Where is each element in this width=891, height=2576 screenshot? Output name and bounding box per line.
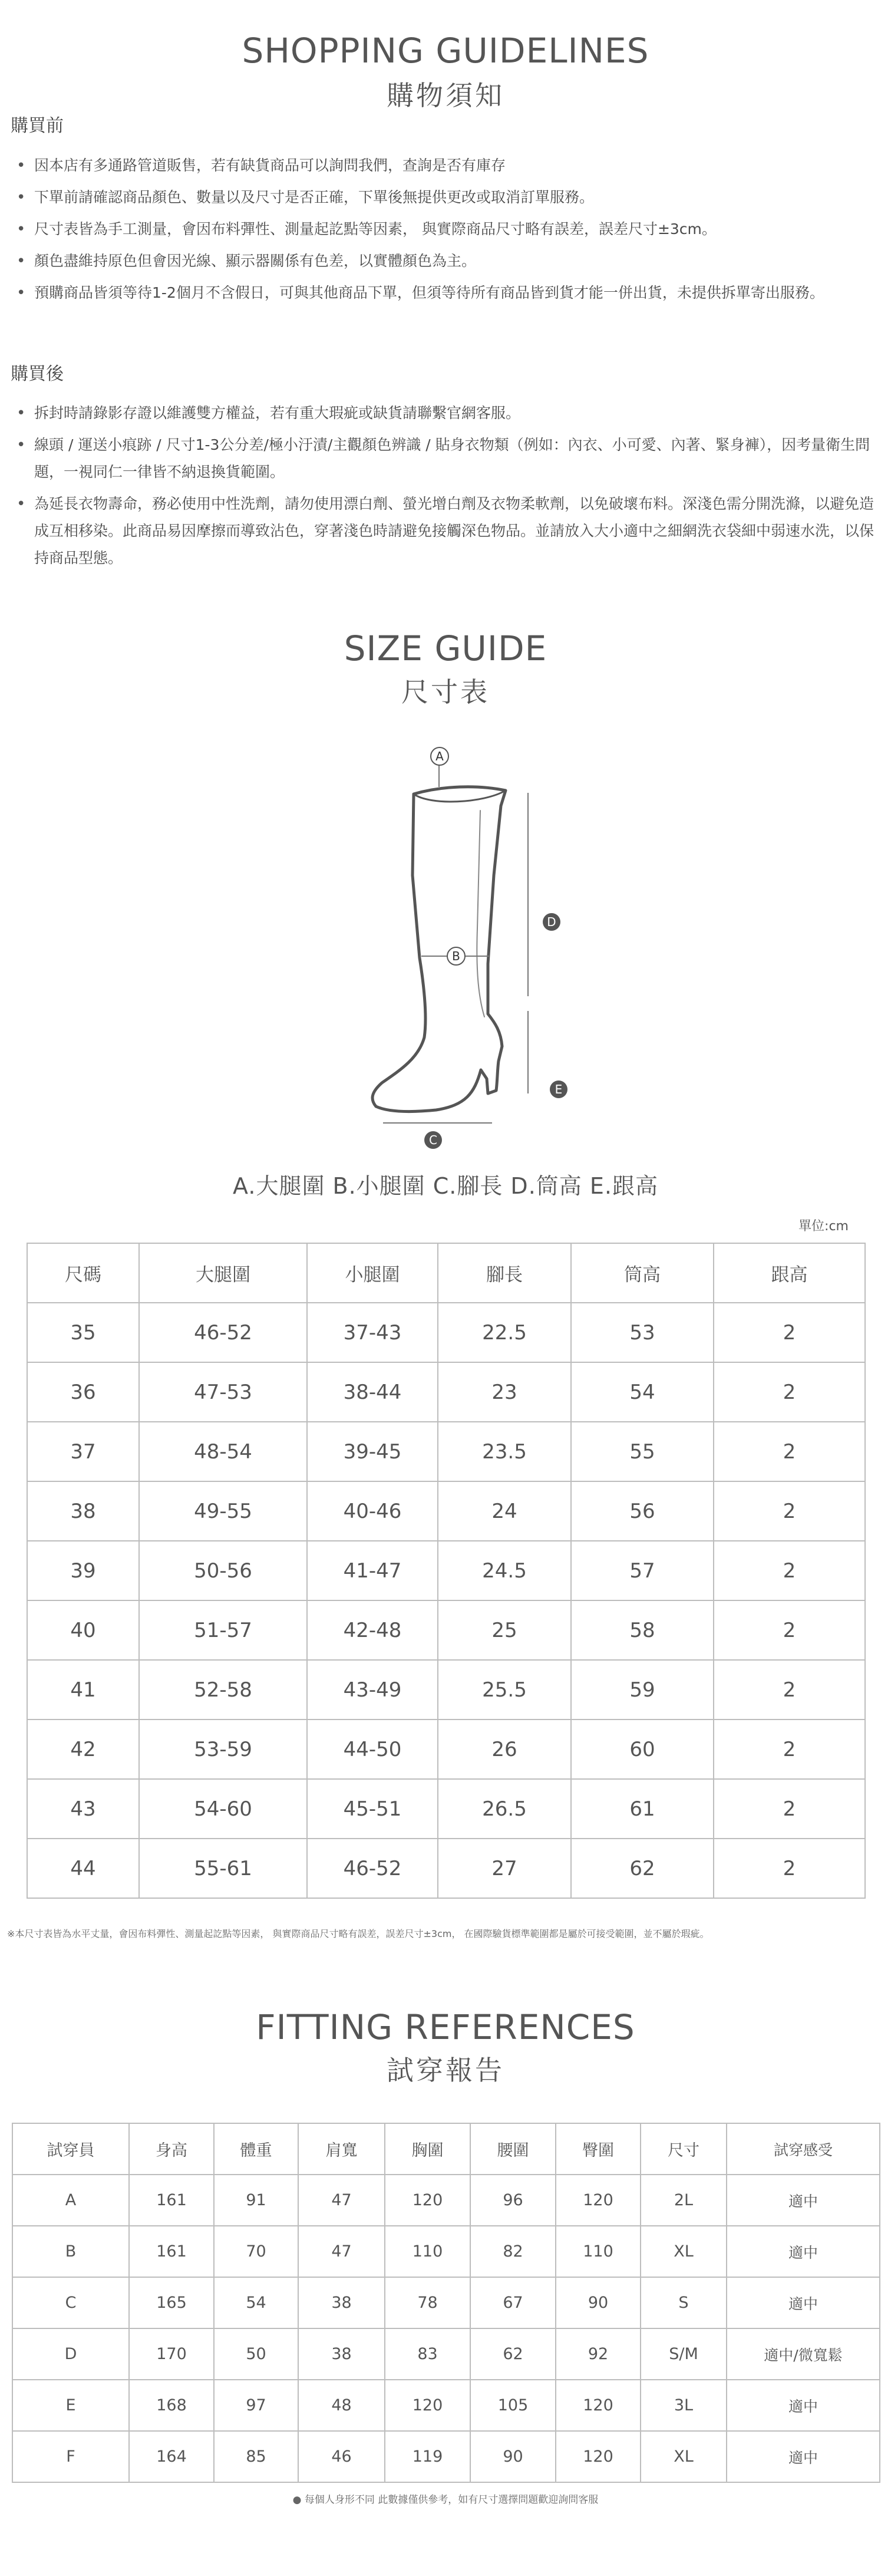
table-cell: 25 xyxy=(438,1600,571,1660)
table-cell: 120 xyxy=(556,2431,641,2482)
table-cell: 適中 xyxy=(727,2226,880,2277)
table-cell: 54 xyxy=(214,2277,298,2328)
table-cell: XL xyxy=(641,2431,727,2482)
table-cell: 39-45 xyxy=(307,1422,438,1481)
before-purchase-list xyxy=(12,152,878,311)
fitting-table-header-row xyxy=(12,2123,880,2175)
table-cell: 適中 xyxy=(727,2175,880,2226)
boot-top-rim xyxy=(414,790,506,802)
rule-item: • 拆封時請錄影存證以維護雙方權益，若有重大瑕疵或缺貨請聯繫官網客服。 xyxy=(12,400,878,427)
table-cell: 90 xyxy=(556,2277,641,2328)
table-cell: 55 xyxy=(571,1422,714,1481)
table-cell: 97 xyxy=(214,2380,298,2431)
fitting-header-cell: 體重 xyxy=(214,2123,298,2175)
table-cell: 36 xyxy=(27,1362,139,1422)
boot-seam xyxy=(477,811,484,1017)
size-table-header-row xyxy=(27,1243,865,1303)
marker-d-label: D xyxy=(547,915,556,929)
table-cell: 52-58 xyxy=(139,1660,307,1719)
table-row xyxy=(27,1422,865,1481)
size-header-cell: 小腿圍 xyxy=(307,1243,438,1303)
table-cell: 2 xyxy=(714,1303,865,1362)
table-cell: 44-50 xyxy=(307,1719,438,1779)
table-cell: 54 xyxy=(571,1362,714,1422)
table-cell: 105 xyxy=(470,2380,556,2431)
table-cell: 58 xyxy=(571,1600,714,1660)
table-cell: 49-55 xyxy=(139,1481,307,1541)
table-cell: 46-52 xyxy=(307,1839,438,1898)
table-cell: 24 xyxy=(438,1481,571,1541)
size-header-cell: 筒高 xyxy=(571,1243,714,1303)
rule-item: • 為延長衣物壽命，務必使用中性洗劑，請勿使用漂白劑、螢光增白劑及衣物柔軟劑，以免破壞布料。深淺色需分開洗滌，以避免造成互相移染。此商品易因摩擦而導致沾色，穿著淺色時請避免接觸深色物品。並請放入大小適中之細網洗衣袋細中弱速水洗，以保持商品型態。 xyxy=(12,490,878,572)
table-cell: 46 xyxy=(298,2431,385,2482)
table-row xyxy=(27,1362,865,1422)
table-cell: E xyxy=(12,2380,129,2431)
table-cell: 110 xyxy=(385,2226,470,2277)
table-cell: 23.5 xyxy=(438,1422,571,1481)
table-cell: 90 xyxy=(470,2431,556,2482)
table-cell: 161 xyxy=(129,2226,214,2277)
fitting-header-cell: 身高 xyxy=(129,2123,214,2175)
table-row xyxy=(12,2328,880,2380)
size-header-cell: 尺碼 xyxy=(27,1243,139,1303)
table-cell: A xyxy=(12,2175,129,2226)
table-cell: 38 xyxy=(298,2328,385,2380)
table-row xyxy=(27,1719,865,1779)
table-cell: 57 xyxy=(571,1541,714,1600)
table-cell: 110 xyxy=(556,2226,641,2277)
table-cell: 2 xyxy=(714,1422,865,1481)
size-header-cell: 跟高 xyxy=(714,1243,865,1303)
fitting-header-cell: 肩寬 xyxy=(298,2123,385,2175)
size-legend: A.大腿圍 B.小腿圍 C.腳長 D.筒高 E.跟高 xyxy=(233,1173,658,1199)
rule-item: • 下單前請確認商品顏色、數量以及尺寸是否正確，下單後無提供更改或取消訂單服務。 xyxy=(12,184,878,211)
marker-a-label: A xyxy=(435,749,444,763)
table-row xyxy=(12,2175,880,2226)
table-cell: 2 xyxy=(714,1660,865,1719)
table-cell: 56 xyxy=(571,1481,714,1541)
table-cell: 47 xyxy=(298,2226,385,2277)
table-cell: 85 xyxy=(214,2431,298,2482)
size-guide-title-zh: 尺寸表 xyxy=(401,676,490,708)
table-cell: 120 xyxy=(556,2175,641,2226)
table-cell: 50-56 xyxy=(139,1541,307,1600)
table-cell: 78 xyxy=(385,2277,470,2328)
table-cell: 2 xyxy=(714,1839,865,1898)
table-row xyxy=(27,1839,865,1898)
table-cell: 2 xyxy=(714,1779,865,1839)
rule-item: • 尺寸表皆為手工測量，會因布料彈性、測量起訖點等因素， 與實際商品尺寸略有誤差，誤差尺寸±3cm。 xyxy=(12,216,878,243)
marker-b-label: B xyxy=(452,949,460,963)
table-cell: 3L xyxy=(641,2380,727,2431)
table-row xyxy=(27,1303,865,1362)
table-cell: F xyxy=(12,2431,129,2482)
table-row xyxy=(12,2431,880,2482)
table-cell: 37 xyxy=(27,1422,139,1481)
table-cell: 164 xyxy=(129,2431,214,2482)
table-cell: 41-47 xyxy=(307,1541,438,1600)
fitting-title-en: FITTING REFERENCES xyxy=(256,2007,635,2047)
table-cell: 170 xyxy=(129,2328,214,2380)
table-cell: 46-52 xyxy=(139,1303,307,1362)
table-cell: 165 xyxy=(129,2277,214,2328)
table-cell: 2 xyxy=(714,1481,865,1541)
table-cell: 38-44 xyxy=(307,1362,438,1422)
table-cell: 53-59 xyxy=(139,1719,307,1779)
table-cell: 27 xyxy=(438,1839,571,1898)
fitting-header-cell: 胸圍 xyxy=(385,2123,470,2175)
table-cell: 61 xyxy=(571,1779,714,1839)
table-cell: 51-57 xyxy=(139,1600,307,1660)
table-cell: 2L xyxy=(641,2175,727,2226)
table-cell: 38 xyxy=(298,2277,385,2328)
table-cell: 43-49 xyxy=(307,1660,438,1719)
table-cell: S xyxy=(641,2277,727,2328)
table-cell: 50 xyxy=(214,2328,298,2380)
table-cell: 41 xyxy=(27,1660,139,1719)
guidelines-title-en: SHOPPING GUIDELINES xyxy=(242,31,649,71)
fitting-footer-note: ● 每個人身形不同 此數據僅供參考，如有尺寸選擇問題歡迎詢問客服 xyxy=(292,2494,599,2506)
table-cell: 60 xyxy=(571,1719,714,1779)
table-cell: 120 xyxy=(556,2380,641,2431)
table-row xyxy=(27,1660,865,1719)
table-cell: 83 xyxy=(385,2328,470,2380)
table-cell: 25.5 xyxy=(438,1660,571,1719)
table-row xyxy=(27,1541,865,1600)
rule-item: • 因本店有多通路管道販售，若有缺貨商品可以詢問我們，查詢是否有庫存 xyxy=(12,152,878,179)
table-cell: 適中 xyxy=(727,2277,880,2328)
boot-outline xyxy=(372,787,506,1112)
size-note: ※本尺寸表皆為水平丈量，會因布料彈性、測量起訖點等因素， 與實際商品尺寸略有誤差，誤差尺寸±3cm， 在國際驗貨標準範圍都是屬於可接受範圍，並不屬於瑕疵。 xyxy=(7,1928,710,1939)
table-cell: XL xyxy=(641,2226,727,2277)
table-cell: 48-54 xyxy=(139,1422,307,1481)
before-purchase-heading: 購買前 xyxy=(11,116,64,136)
table-cell: 38 xyxy=(27,1481,139,1541)
table-cell: 92 xyxy=(556,2328,641,2380)
table-cell: 47-53 xyxy=(139,1362,307,1422)
table-cell: 45-51 xyxy=(307,1779,438,1839)
table-cell: 24.5 xyxy=(438,1541,571,1600)
table-cell: 82 xyxy=(470,2226,556,2277)
table-cell: 53 xyxy=(571,1303,714,1362)
table-cell: 26.5 xyxy=(438,1779,571,1839)
table-cell: 40 xyxy=(27,1600,139,1660)
table-cell: 47 xyxy=(298,2175,385,2226)
table-cell: 35 xyxy=(27,1303,139,1362)
table-cell: B xyxy=(12,2226,129,2277)
fitting-title-zh: 試穿報告 xyxy=(387,2054,504,2086)
fitting-table xyxy=(12,2123,880,2483)
table-cell: 59 xyxy=(571,1660,714,1719)
rule-item: • 預購商品皆須等待1-2個月不含假日，可與其他商品下單，但須等待所有商品皆到貨才能一併出貨，未提供拆單寄出服務。 xyxy=(12,279,878,307)
table-cell: 2 xyxy=(714,1541,865,1600)
table-cell: 43 xyxy=(27,1779,139,1839)
table-cell: 適中/微寬鬆 xyxy=(727,2328,880,2380)
table-cell: 42 xyxy=(27,1719,139,1779)
table-cell: 70 xyxy=(214,2226,298,2277)
table-cell: 54-60 xyxy=(139,1779,307,1839)
after-purchase-list xyxy=(12,400,878,577)
size-table xyxy=(27,1243,866,1899)
table-cell: 適中 xyxy=(727,2380,880,2431)
fitting-header-cell: 臀圍 xyxy=(556,2123,641,2175)
unit-label: 單位:cm xyxy=(798,1219,849,1234)
table-cell: 161 xyxy=(129,2175,214,2226)
table-row xyxy=(27,1481,865,1541)
table-cell: 39 xyxy=(27,1541,139,1600)
marker-c-label: C xyxy=(429,1133,437,1147)
marker-e-label: E xyxy=(555,1082,563,1096)
table-cell: 42-48 xyxy=(307,1600,438,1660)
size-header-cell: 大腿圍 xyxy=(139,1243,307,1303)
table-cell: 26 xyxy=(438,1719,571,1779)
rule-item: • 顏色盡維持原色但會因光線、顯示器關係有色差，以實體顏色為主。 xyxy=(12,248,878,275)
table-cell: 62 xyxy=(571,1839,714,1898)
table-cell: 62 xyxy=(470,2328,556,2380)
table-cell: 23 xyxy=(438,1362,571,1422)
table-cell: 2 xyxy=(714,1362,865,1422)
table-cell: 40-46 xyxy=(307,1481,438,1541)
fitting-header-cell: 試穿員 xyxy=(12,2123,129,2175)
fitting-header-cell: 腰圍 xyxy=(470,2123,556,2175)
table-cell: C xyxy=(12,2277,129,2328)
size-header-cell: 腳長 xyxy=(438,1243,571,1303)
table-cell: 91 xyxy=(214,2175,298,2226)
table-cell: 適中 xyxy=(727,2431,880,2482)
table-cell: 2 xyxy=(714,1600,865,1660)
table-cell: 2 xyxy=(714,1719,865,1779)
table-cell: 55-61 xyxy=(139,1839,307,1898)
table-cell: 48 xyxy=(298,2380,385,2431)
table-cell: 44 xyxy=(27,1839,139,1898)
rule-item: • 線頭 / 運送小痕跡 / 尺寸1-3公分差/極小汙漬/主觀顏色辨識 / 貼身衣物類（例如：內衣、小可愛、內著、緊身褲），因考量衛生問題，一視同仁一律皆不納退換貨範圍。 xyxy=(12,431,878,486)
boot-diagram xyxy=(330,740,578,1158)
table-cell: D xyxy=(12,2328,129,2380)
table-row xyxy=(12,2380,880,2431)
fitting-header-cell: 尺寸 xyxy=(641,2123,727,2175)
table-cell: 119 xyxy=(385,2431,470,2482)
table-row xyxy=(12,2226,880,2277)
size-guide-title-en: SIZE GUIDE xyxy=(344,628,547,668)
table-cell: 67 xyxy=(470,2277,556,2328)
table-cell: 168 xyxy=(129,2380,214,2431)
after-purchase-heading: 購買後 xyxy=(11,364,64,384)
guidelines-title-zh: 購物須知 xyxy=(387,80,504,111)
table-cell: 120 xyxy=(385,2175,470,2226)
table-cell: 120 xyxy=(385,2380,470,2431)
table-row xyxy=(12,2277,880,2328)
table-cell: 37-43 xyxy=(307,1303,438,1362)
table-cell: S/M xyxy=(641,2328,727,2380)
table-cell: 96 xyxy=(470,2175,556,2226)
table-row xyxy=(27,1779,865,1839)
fitting-header-cell: 試穿感受 xyxy=(727,2123,880,2175)
table-cell: 22.5 xyxy=(438,1303,571,1362)
table-row xyxy=(27,1600,865,1660)
